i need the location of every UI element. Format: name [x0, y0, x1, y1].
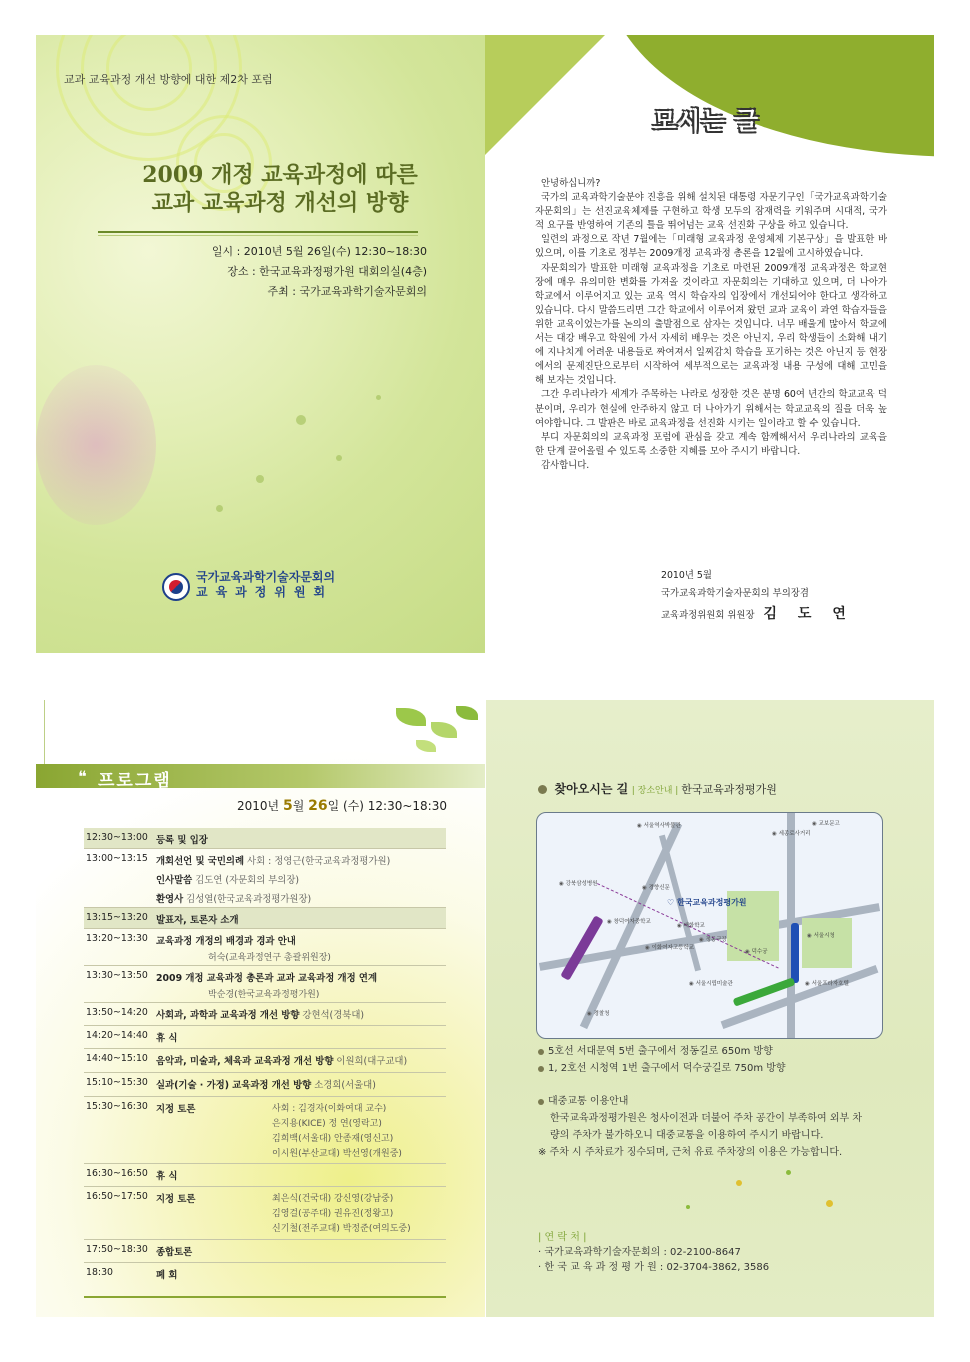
route-text: 1, 2호선 시청역 1번 출구에서 덕수궁길로 750m 방향: [548, 1063, 786, 1074]
row-speaker: 박순경(한국교육과정평가원): [208, 990, 320, 1000]
row-event-text: 실과(기술 · 가정) 교육과정 개선 방향: [156, 1080, 312, 1091]
contact-line: · 국가교육과학기술자문회의 : 02-2100-8647: [538, 1247, 741, 1258]
row-event-text: 등록 및 입장: [156, 835, 208, 846]
table-row: [84, 868, 446, 887]
row-speaker: 허숙(교육과정연구 총괄위원장): [208, 953, 331, 963]
decor-dot: [826, 1200, 833, 1207]
decor-dot: [256, 475, 264, 483]
directions-title: 찾아오시는 길: [554, 782, 629, 796]
leaf-decor: [396, 708, 426, 726]
row-time: 13:30~13:50: [86, 970, 148, 981]
map-kice-label: ♡ 한국교육과정평가원: [667, 898, 747, 907]
row-event-text: 지정 토론: [156, 1194, 196, 1205]
row-time: 14:40~15:10: [86, 1053, 148, 1064]
quote-icon: ❝: [78, 767, 87, 786]
program-title: 프로그램: [98, 771, 172, 791]
row-event-text: 인사말씀: [156, 875, 193, 886]
decor-dot: [736, 1180, 742, 1186]
cover-title-line1: 2009 개정 교육과정에 따른: [142, 162, 418, 188]
program-table: [84, 828, 446, 1285]
map-label: ◉ 서울역사박물관: [637, 821, 681, 829]
row-event: [156, 933, 296, 947]
program-header-bar: [36, 764, 485, 791]
cover-title: [110, 161, 450, 217]
banner-shape: [485, 35, 605, 175]
directions-panel: [486, 700, 934, 1317]
decor-dot: [686, 1205, 690, 1209]
map-label: ◉ 서울프라자호텔: [805, 979, 849, 987]
contact-block: [538, 1230, 769, 1275]
program-date-text: 월: [292, 799, 309, 813]
row-person: 이원희(대구교대): [333, 1056, 408, 1067]
directions-place: 한국교육과정평가원: [681, 783, 777, 796]
row-person: 소경희(서울대): [311, 1080, 376, 1091]
row-event: [156, 1053, 407, 1067]
row-event: [156, 853, 390, 867]
row-event-text: 환영사: [156, 894, 184, 905]
panel-member: 이시원(부산교대) 박선영(개원중): [272, 1149, 402, 1159]
leaf-decor: [416, 740, 436, 752]
greeting-panel: [485, 35, 934, 653]
row-time: 16:50~17:50: [86, 1191, 148, 1202]
row-event-text: 교육과정 개정의 배경과 경과 안내: [156, 936, 296, 947]
row-event: [156, 872, 299, 886]
table-bottom-rule: [84, 1296, 446, 1298]
table-row: [84, 1026, 446, 1049]
row-time: 15:30~16:30: [86, 1101, 148, 1112]
decor-blob: [36, 365, 156, 525]
table-row: [84, 966, 446, 1003]
table-row: [84, 1263, 446, 1285]
panel-member: 최은식(건국대) 강신영(강남중): [272, 1194, 394, 1204]
map-label: ◉ 덕수궁: [745, 947, 768, 955]
panel-member: 사회 : 김경자(이화여대 교수): [272, 1104, 387, 1114]
event-date: 일시 : 2010년 5월 26일(수) 12:30~18:30: [211, 245, 427, 258]
contact-title: | 연 락 처 |: [538, 1232, 587, 1243]
row-time: 13:50~14:20: [86, 1007, 148, 1018]
table-row: [84, 828, 446, 849]
row-person: 김도연 (자문회의 부의장): [192, 875, 300, 886]
map-kice-text: 한국교육과정평가원: [676, 898, 747, 907]
transit-title-text: 대중교통 이용안내: [548, 1096, 629, 1107]
letter-paragraph: 그간 우리나라가 세계가 주목하는 나라로 성장한 것은 분명 60여 년간의 학교교육 덕분이며, 우리가 현실에 안주하지 않고 더 나아가기 위해서는 학교교육의 질을 더욱 높여야합니다. 그 발판은 바로 교육과정을 선진화 시키는 일이라고 할 수 있습니다.: [535, 389, 887, 429]
table-row: [84, 1240, 446, 1263]
row-event: [156, 970, 377, 984]
row-time: 15:10~15:30: [86, 1077, 148, 1088]
row-event: [156, 832, 208, 846]
letter-paragraph: 국가의 교육과학기술분야 진흥을 위해 설치된 대통령 자문기구인「국가교육과학기술자문회의」는 선진교육체제를 구현하고 학생 모두의 잠재력을 키워주며 시대적, 국가적 요구를 반영하여 기존의 틀을 뛰어넘는 교육 선진화 구상을 하고 있습니다.: [535, 192, 887, 232]
transit-line: 한국교육과정평가원은 청사이전과 더불어 주차 공간이 부족하여 외부 차: [550, 1113, 863, 1124]
route-text: 5호선 서대문역 5번 출구에서 정동길로 650m 방향: [548, 1046, 773, 1057]
row-event: [156, 1244, 192, 1258]
directions-subtitle: 장소안내: [637, 786, 673, 796]
panel-member: 신기철(전주교대) 박정준(여의도중): [272, 1224, 411, 1234]
decor-dot: [336, 455, 342, 461]
map-label: ◉ 강북삼성병원: [559, 879, 597, 887]
letter-paragraph: 감사합니다.: [541, 459, 590, 471]
row-time: 13:00~13:15: [86, 853, 148, 864]
panel-member: 은지용(KICE) 정 연(영락고): [272, 1119, 382, 1129]
table-row: [84, 849, 446, 868]
program-date-text: 2010년: [236, 799, 283, 813]
table-row: [84, 887, 446, 908]
row-event: [156, 1168, 177, 1182]
row-event: [156, 1077, 376, 1091]
sign-name: 김 도 연: [763, 606, 854, 622]
row-event-text: 종합토론: [156, 1247, 193, 1258]
decor-dot: [786, 1170, 791, 1175]
org-logo-icon: [162, 573, 190, 601]
row-time: 18:30: [86, 1267, 114, 1278]
forum-series: 교과 교육과정 개선 방향에 대한 제2차 포럼: [64, 73, 273, 86]
row-event-text: 2009 개정 교육과정 총론과 교과 교육과정 개정 연계: [156, 973, 378, 984]
row-event-text: 휴 식: [156, 1171, 178, 1182]
row-event-text: 휴 식: [156, 1033, 178, 1044]
row-event-text: 개회선언 및 국민의례: [156, 856, 245, 867]
program-date: [237, 797, 447, 814]
row-event-text: 폐 회: [156, 1270, 178, 1281]
row-event-text: 음악과, 미술과, 체육과 교육과정 개선 방향: [156, 1056, 334, 1067]
row-event: [156, 912, 239, 926]
table-row: [84, 929, 446, 966]
route-line-1: [538, 1044, 773, 1059]
map-label: ◉ 경향신문: [642, 883, 670, 891]
letter-paragraph: 일련의 과정으로 작년 7월에는「미래형 교육과정 운영체제 기본구상」을 발표한 바 있으며, 이를 기초로 정부는 2009개정 교육과정 총론을 12월에 고시하였습니다.: [535, 234, 887, 260]
table-row: [84, 1164, 446, 1187]
greeting-letter: [535, 177, 887, 473]
table-row: [84, 1073, 446, 1097]
transit-title: [538, 1094, 628, 1109]
org-name-line2: 교육과정위원회: [196, 585, 334, 599]
table-row: [84, 1003, 446, 1026]
map-label: ◉ 이화여자고등학교: [645, 943, 694, 951]
program-panel: [36, 700, 485, 1317]
sign-title-2-text: 교육과정위원회 위원장: [661, 610, 755, 621]
leaf-decor: [456, 706, 478, 720]
row-event: [156, 1007, 364, 1021]
title-rule: [98, 235, 418, 236]
row-event-text: 발표자, 토론자 소개: [156, 915, 239, 926]
route-line-2: [538, 1061, 786, 1076]
row-time: 17:50~18:30: [86, 1244, 148, 1255]
row-time: 16:30~16:50: [86, 1168, 148, 1179]
transit-line: 량의 주차가 불가하오니 대중교통을 이용하여 주시기 바랍니다.: [550, 1130, 824, 1141]
row-event: [156, 1030, 177, 1044]
event-host: 주최 : 국가교육과학기술자문회의: [267, 285, 427, 298]
org-name-line1: 국가교육과학기술자문회의: [196, 570, 336, 584]
map-label: ◉ 정동극장: [699, 935, 727, 943]
map-label: ◉ 서울시청: [807, 931, 835, 939]
location-map: [536, 812, 883, 1039]
row-time: 13:20~13:30: [86, 933, 148, 944]
row-time: 12:30~13:00: [86, 832, 148, 843]
contact-line: · 한 국 교 육 과 정 평 가 원 : 02-3704-3862, 3586: [538, 1262, 770, 1273]
panel-member: 김영걸(공주대) 권유진(정왕고): [272, 1209, 394, 1219]
org-name: [196, 570, 335, 600]
map-label: ◉ 세종로사거리: [772, 829, 810, 837]
subway-line-5: [560, 915, 604, 981]
sign-date: 2010년 5월: [661, 570, 712, 581]
decor-line: [44, 700, 45, 770]
row-time: 14:20~14:40: [86, 1030, 148, 1041]
greeting-title: 모시는 글: [653, 107, 760, 135]
leaf-decor: [431, 722, 457, 738]
decor-dot: [296, 415, 306, 425]
map-label: ◉ 서울시립미술관: [689, 979, 733, 987]
program-date-day: 26: [308, 798, 328, 814]
decor-dot: [376, 395, 381, 400]
row-time: 13:15~13:20: [86, 912, 148, 923]
bullet-icon: [538, 1099, 544, 1105]
row-event-text: 사회과, 과학과 교육과정 개선 방향: [156, 1010, 300, 1021]
map-label: ◉ 창덕여자중학교: [607, 917, 651, 925]
row-event: [156, 1101, 196, 1115]
bullet-icon: [538, 1066, 544, 1072]
map-label: ◉ 교보문고: [812, 819, 840, 827]
row-event: [156, 1267, 177, 1281]
bullet-icon: [538, 785, 547, 794]
row-event: [156, 1191, 196, 1205]
table-row: [84, 908, 446, 929]
panel-member: 김희백(서울대) 안종재(영신고): [272, 1134, 394, 1144]
subway-line-1: [791, 923, 799, 983]
map-label: ◉ 배화학교: [677, 921, 705, 929]
table-row: [84, 1187, 446, 1240]
table-row: [84, 1097, 446, 1164]
map-park: [802, 918, 852, 968]
table-row: [84, 1049, 446, 1073]
letter-paragraph: 안녕하십니까?: [541, 178, 601, 189]
program-date-month: 5: [282, 798, 293, 814]
directions-heading: 찾아오시는 길 | 장소안내 | 한국교육과정평가원: [538, 780, 777, 797]
row-person: 사회 : 정영근(한국교육과정평가원): [244, 856, 391, 867]
row-event: [156, 891, 311, 905]
event-place: 장소 : 한국교육과정평가원 대회의실(4층): [227, 265, 427, 278]
row-person: 김성열(한국교육과정평가원장): [183, 894, 312, 905]
map-label: ◉ 경찰청: [587, 1009, 610, 1017]
decor-dot: [216, 505, 223, 512]
parking-note: ※ 주차 시 주차료가 징수되며, 근처 유료 주차장의 이용은 가능합니다.: [538, 1147, 843, 1158]
program-date-text: 일 (수) 12:30~18:30: [327, 799, 447, 813]
cover-title-line2: 교과 교육과정 개선의 방향: [151, 190, 409, 216]
row-person: 강현석(경북대): [299, 1010, 365, 1021]
letter-paragraph: 부디 자문회의의 교육과정 포럼에 관심을 갖고 계속 함께해서서 우리나라의 교육을 한 단계 끌어올릴 수 있도록 소중한 지혜를 모아 주시기 바랍니다.: [535, 431, 887, 457]
title-rule: [98, 231, 418, 233]
row-event-text: 지정 토론: [156, 1104, 196, 1115]
letter-paragraph: 자문회의가 발표한 미래형 교육과정을 기초로 마련된 2009개정 교육과정은 학교현장에 매우 유의미한 변화를 가져올 것이라고 자문회의는 기대하고 있으며, 더 나아가 학교에서 이루어지고 있는 교육 역시 학습자의 입장에서 개선되어야 한다고 생각하고 있습니다. 다시 말씀드리면 그간 학교에서 이루어져 왔던 교과 교육이 과연 학습자들을 위한 교육이었는가를 논의의 출발점으로 삼자는 것입니다. 너무 배울게 많아서 학교에서는 대강 배우고 학원에 가서 자세히 배우는 것은 아닌지, 우리 학생들이 소화해 내기에 지나치게 어려운 내용들로 짜여져서 일찌감치 학습을 포기하는 것은 아닌지 등 현장에서의 문제진단으로부터 시작하여 세부적으로는 교육과정 내용 구성에 대해 고민을 해 보자는 것입니다.: [535, 262, 887, 387]
cover-panel: [36, 35, 485, 653]
sign-title-1: 국가교육과학기술자문회의 부의장겸: [661, 588, 809, 599]
bullet-icon: [538, 1049, 544, 1055]
sign-title-2: [661, 603, 854, 623]
